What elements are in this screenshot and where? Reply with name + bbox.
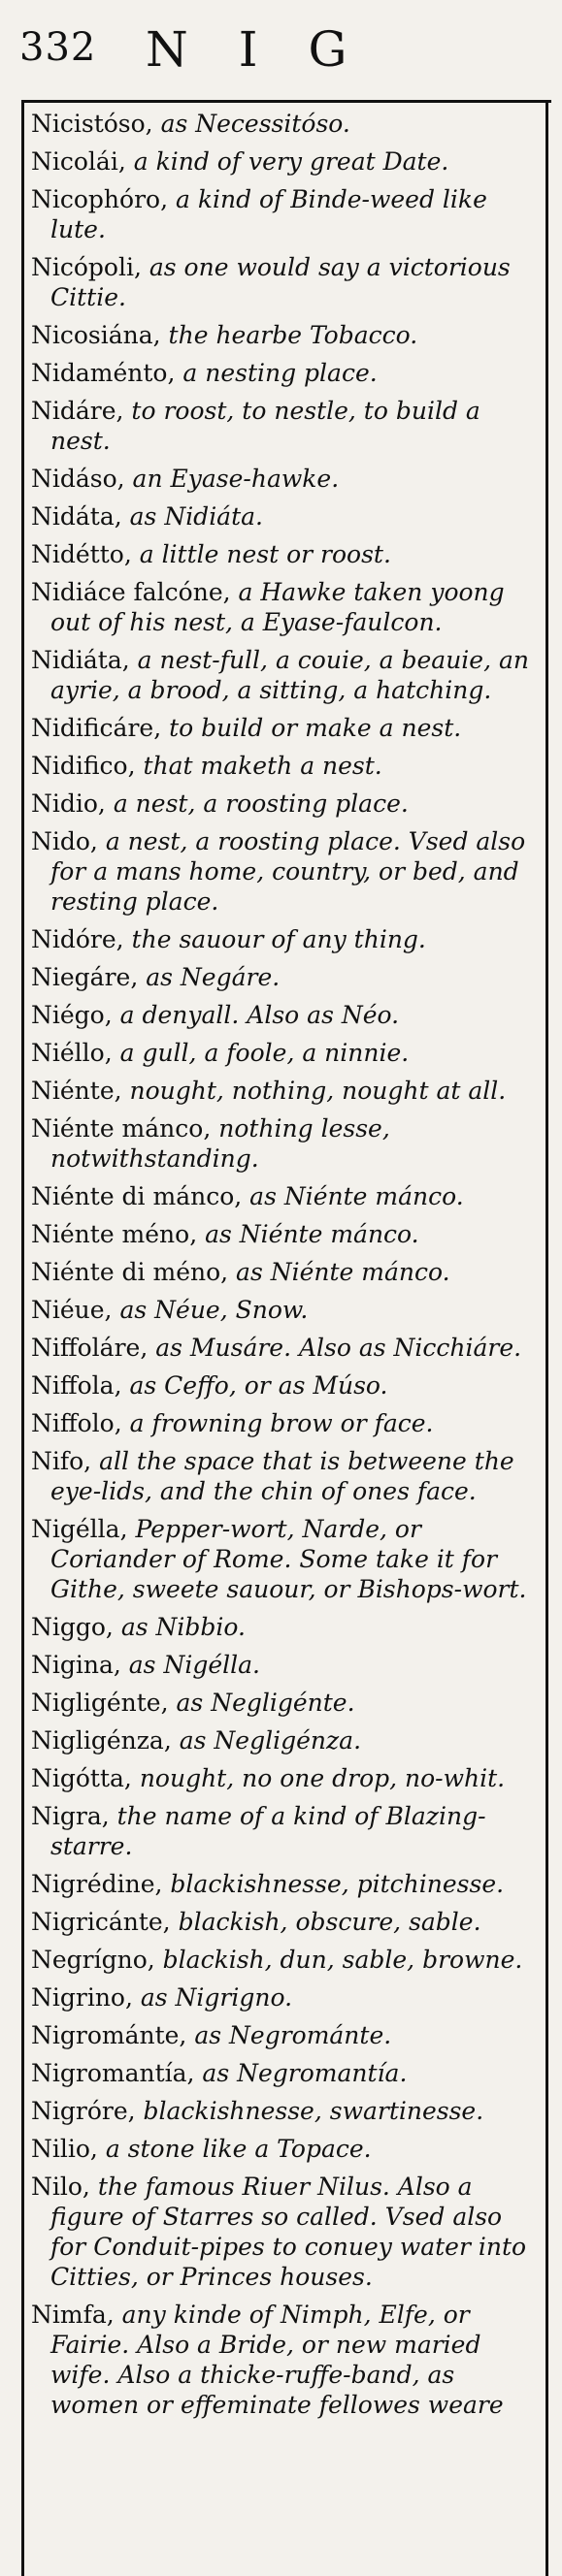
entry-headword: Nigricánte, (31, 1908, 171, 1936)
entry-headword: Niffolo, (31, 1409, 122, 1437)
entry-definition: nought, no one drop, no-whit. (131, 1764, 506, 1792)
left-rule (21, 100, 24, 2576)
entry-headword: Nicosiána, (31, 321, 161, 349)
running-head: NIG (146, 21, 398, 78)
entry-headword: Niffoláre, (31, 1334, 149, 1362)
top-rule (21, 100, 551, 103)
dictionary-entry (31, 1076, 541, 1106)
dictionary-entry (31, 1000, 541, 1030)
entry-definition: a Hawke taken yoong out of his nest, a Eyase-faulcon. (50, 578, 505, 636)
right-rule (545, 100, 548, 2576)
entry-headword: Nidificáre, (31, 714, 162, 742)
entry-headword: Nicolái, (31, 147, 126, 176)
entry-headword: Niéllo, (31, 1039, 113, 1067)
dictionary-entry (31, 1446, 541, 1506)
entry-definition: the hearbe Tobacco. (160, 321, 418, 349)
entry-headword: Nigrománte, (31, 2021, 187, 2049)
entry-definition: blackishnesse, swartinesse. (135, 2097, 484, 2125)
dictionary-entries (31, 109, 541, 2428)
dictionary-entry (31, 713, 541, 743)
entry-definition: a denyall. Also as Néo. (112, 1001, 400, 1029)
entry-definition: as Negligénza. (171, 1726, 362, 1755)
entry-headword: Nigra, (31, 1802, 110, 1830)
entry-definition: as Nigélla. (120, 1651, 260, 1679)
dictionary-entry (31, 1945, 541, 1975)
dictionary-entry (31, 789, 541, 819)
dictionary-entry (31, 962, 541, 992)
entry-definition: a nest-full, a couie, a beauie, an ayrie, a brood, a sitting, a hatching. (50, 646, 529, 704)
entry-definition: as Ceffo, or as Múso. (121, 1371, 388, 1400)
page-header (0, 0, 562, 78)
entry-definition: blackish, obscure, sable. (170, 1908, 481, 1936)
dictionary-entry (31, 2172, 541, 2292)
dictionary-entry (31, 1650, 541, 1680)
dictionary-entry (31, 358, 541, 388)
entry-definition: to roost, to nestle, to build a nest. (50, 397, 480, 455)
entry-headword: Niénte, (31, 1077, 122, 1105)
entry-headword: Nidiáta, (31, 646, 130, 674)
entry-definition: that maketh a nest. (135, 752, 382, 780)
entry-definition: to build or make a nest. (161, 714, 462, 742)
dictionary-entry (31, 1181, 541, 1211)
entry-definition: a nest, a roosting place. (105, 789, 409, 818)
dictionary-entry (31, 826, 541, 917)
entry-headword: Nigligénza, (31, 1726, 172, 1755)
entry-headword: Nimfa, (31, 2301, 115, 2329)
dictionary-entry (31, 146, 541, 177)
entry-headword: Nigélla, (31, 1515, 128, 1543)
dictionary-entry (31, 539, 541, 569)
entry-headword: Niénte di méno, (31, 1258, 229, 1286)
entry-headword: Niénte mánco, (31, 1114, 212, 1143)
entry-definition: as Necessitóso. (152, 110, 350, 138)
entry-headword: Nidiáce falcóne, (31, 578, 231, 606)
entry-headword: Nidétto, (31, 540, 132, 568)
dictionary-entry (31, 1869, 541, 1899)
dictionary-entry (31, 751, 541, 781)
entry-headword: Nicistóso, (31, 110, 153, 138)
entry-headword: Nidáso, (31, 465, 125, 493)
entry-definition: as Negromantía. (194, 2059, 408, 2087)
entry-definition: a nest, a roosting place. Vsed also for a mans home, country, or bed, and resting place. (50, 827, 526, 916)
entry-definition: as Nidiáta. (121, 502, 263, 531)
dictionary-entry (31, 1370, 541, 1401)
entry-headword: Nigligénte, (31, 1689, 169, 1717)
entry-headword: Negrígno, (31, 1946, 155, 1974)
dictionary-entry (31, 645, 541, 705)
dictionary-entry (31, 2058, 541, 2088)
entry-definition: a little nest or roost. (131, 540, 391, 568)
entry-definition: nothing lesse, notwithstanding. (50, 1114, 390, 1173)
entry-definition: nought, nothing, nought at all. (121, 1077, 507, 1105)
dictionary-entry (31, 109, 541, 139)
dictionary-entry (31, 1514, 541, 1604)
entry-definition: all the space that is betweene the eye-lids, and the chin of ones face. (50, 1447, 514, 1505)
entry-definition: as Néue, Snow. (112, 1296, 309, 1324)
entry-definition: blackish, dun, sable, browne. (154, 1946, 523, 1974)
entry-definition: a nesting place. (175, 359, 378, 387)
dictionary-entry (31, 320, 541, 350)
entry-definition: an Eyase-hawke. (124, 465, 340, 493)
entry-headword: Nigróre, (31, 2097, 136, 2125)
dictionary-entry (31, 1725, 541, 1755)
entry-headword: Niffola, (31, 1371, 122, 1400)
entry-headword: Nigrino, (31, 1983, 133, 2012)
entry-definition: as Niénte mánco. (242, 1182, 464, 1210)
dictionary-entry (31, 577, 541, 637)
dictionary-entry (31, 1688, 541, 1718)
dictionary-entry (31, 924, 541, 954)
dictionary-entry (31, 2096, 541, 2126)
dictionary-entry (31, 184, 541, 244)
entry-definition: the famous Riuer Nilus. Also a figure of Starres so called. Vsed also for Conduit-pipes to conuey water into Citties, or Princes houses. (50, 2173, 527, 2291)
dictionary-entry (31, 1219, 541, 1249)
dictionary-entry (31, 396, 541, 456)
entry-definition: as Niénte mánco. (228, 1258, 450, 1286)
entry-headword: Nicophóro, (31, 185, 169, 213)
entry-definition: the sauour of any thing. (123, 925, 426, 953)
entry-headword: Nigótta, (31, 1764, 132, 1792)
dictionary-entry (31, 1907, 541, 1937)
page-number: 332 (19, 25, 97, 70)
dictionary-entry (31, 1257, 541, 1287)
dictionary-entry (31, 2300, 541, 2420)
entry-headword: Nigromantía, (31, 2059, 195, 2087)
entry-headword: Niégo, (31, 1001, 113, 1029)
entry-headword: Nido, (31, 827, 98, 855)
entry-headword: Nifo, (31, 1447, 92, 1475)
entry-headword: Nilo, (31, 2173, 90, 2201)
entry-definition: blackishnesse, pitchinesse. (162, 1870, 505, 1898)
dictionary-entry (31, 2020, 541, 2050)
entry-definition: a kind of very great Date. (125, 147, 449, 176)
entry-headword: Niénte di mánco, (31, 1182, 243, 1210)
entry-definition: a gull, a foole, a ninnie. (112, 1039, 410, 1067)
dictionary-entry (31, 1038, 541, 1068)
entry-definition: a frowning brow or face. (121, 1409, 434, 1437)
entry-definition: Pepper-wort, Narde, or Coriander of Rome. Some take it for Githe, sweete sauour, or Bishops-wort. (50, 1515, 527, 1603)
entry-definition: as Negrománte. (186, 2021, 392, 2049)
entry-definition: as Musáre. Also as Nicchiáre. (148, 1334, 522, 1362)
entry-headword: Nigina, (31, 1651, 121, 1679)
dictionary-entry (31, 1801, 541, 1861)
entry-definition: as Nibbio. (113, 1613, 246, 1641)
dictionary-entry (31, 1612, 541, 1642)
dictionary-entry (31, 464, 541, 494)
entry-definition: as Negáre. (138, 963, 281, 991)
entry-definition: as Negligénte. (168, 1689, 355, 1717)
dictionary-entry (31, 1295, 541, 1325)
entry-headword: Nidifico, (31, 752, 136, 780)
entry-definition: any kinde of Nimph, Elfe, or Fairie. Also a Bride, or new maried wife. Also a thicke-ruffe-band, as women or effeminate fellowes weare (50, 2301, 504, 2419)
entry-headword: Nidio, (31, 789, 106, 818)
entry-definition: as Nigrigno. (132, 1983, 293, 2012)
entry-headword: Nidaménto, (31, 359, 176, 387)
entry-definition: as one would say a victorious Cittie. (50, 253, 511, 311)
dictionary-entry (31, 252, 541, 312)
entry-headword: Niegáre, (31, 963, 139, 991)
entry-definition: a stone like a Topace. (97, 2135, 372, 2163)
entry-headword: Niggo, (31, 1613, 114, 1641)
entry-headword: Nicópoli, (31, 253, 142, 281)
entry-headword: Nilio, (31, 2135, 98, 2163)
entry-headword: Nidóre, (31, 925, 124, 953)
entry-headword: Nigrédine, (31, 1870, 163, 1898)
dictionary-entry (31, 1408, 541, 1438)
entry-definition: as Niénte mánco. (197, 1220, 419, 1248)
entry-headword: Nidáta, (31, 502, 122, 531)
dictionary-entry (31, 1763, 541, 1793)
entry-headword: Niéue, (31, 1296, 113, 1324)
dictionary-entry (31, 501, 541, 531)
entry-headword: Nidáre, (31, 397, 124, 425)
entry-definition: a kind of Binde-weed like lute. (50, 185, 487, 243)
dictionary-entry (31, 1113, 541, 1174)
dictionary-entry (31, 1982, 541, 2012)
dictionary-entry (31, 1333, 541, 1363)
dictionary-entry (31, 2134, 541, 2164)
entry-headword: Niénte méno, (31, 1220, 198, 1248)
entry-definition: the name of a kind of Blazing-starre. (50, 1802, 486, 1860)
